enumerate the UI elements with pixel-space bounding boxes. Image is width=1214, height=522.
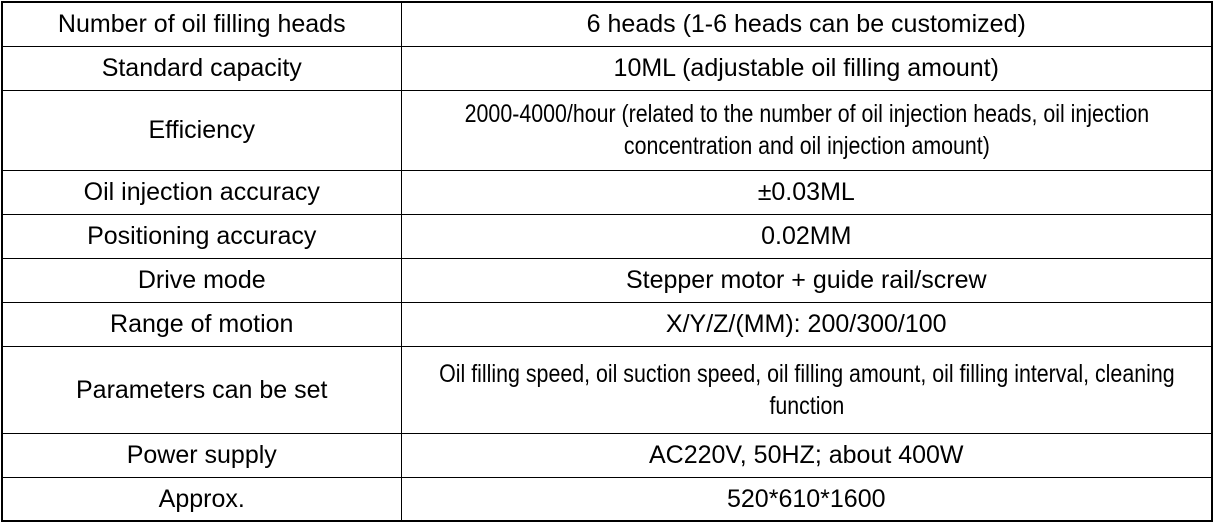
table-row (2, 2, 1212, 46)
table-row (2, 90, 1212, 170)
spec-table (1, 1, 1213, 522)
spec-label-cell: Range of motion (2, 302, 401, 346)
spec-value-text: Oil filling speed, oil suction speed, oil filling amount, oil filling interval, cleaning function (438, 359, 1175, 420)
spec-value-cell: ±0.03ML (401, 170, 1212, 214)
spec-value-cell: 6 heads (1-6 heads can be customized) (401, 2, 1212, 46)
spec-value-cell: X/Y/Z/(MM): 200/300/100 (401, 302, 1212, 346)
spec-label-cell: Drive mode (2, 258, 401, 302)
table-row (2, 346, 1212, 433)
spec-value-cell: AC220V, 50HZ; about 400W (401, 433, 1212, 477)
spec-label-cell: Power supply (2, 433, 401, 477)
spec-label-cell: Parameters can be set (2, 346, 401, 433)
table-row (2, 46, 1212, 90)
table-row (2, 170, 1212, 214)
spec-label-cell: Efficiency (2, 90, 401, 170)
spec-label-cell: Standard capacity (2, 46, 401, 90)
spec-value-cell: 0.02MM (401, 214, 1212, 258)
spec-label-cell: Approx. (2, 477, 401, 521)
table-row (2, 302, 1212, 346)
table-row (2, 477, 1212, 521)
table-row (2, 258, 1212, 302)
spec-label-cell: Oil injection accuracy (2, 170, 401, 214)
table-row (2, 433, 1212, 477)
table-row (2, 214, 1212, 258)
spec-value-text: 2000-4000/hour (related to the number of oil injection heads, oil injection concentration and oil injection amount) (464, 100, 1149, 160)
spec-value-cell: 520*610*1600 (401, 477, 1212, 521)
spec-value-cell: 10ML (adjustable oil filling amount) (401, 46, 1212, 90)
spec-label-cell: Positioning accuracy (2, 214, 401, 258)
spec-value-cell (401, 346, 1212, 433)
spec-value-cell (401, 90, 1212, 170)
spec-value-cell: Stepper motor + guide rail/screw (401, 258, 1212, 302)
spec-label-cell: Number of oil filling heads (2, 2, 401, 46)
